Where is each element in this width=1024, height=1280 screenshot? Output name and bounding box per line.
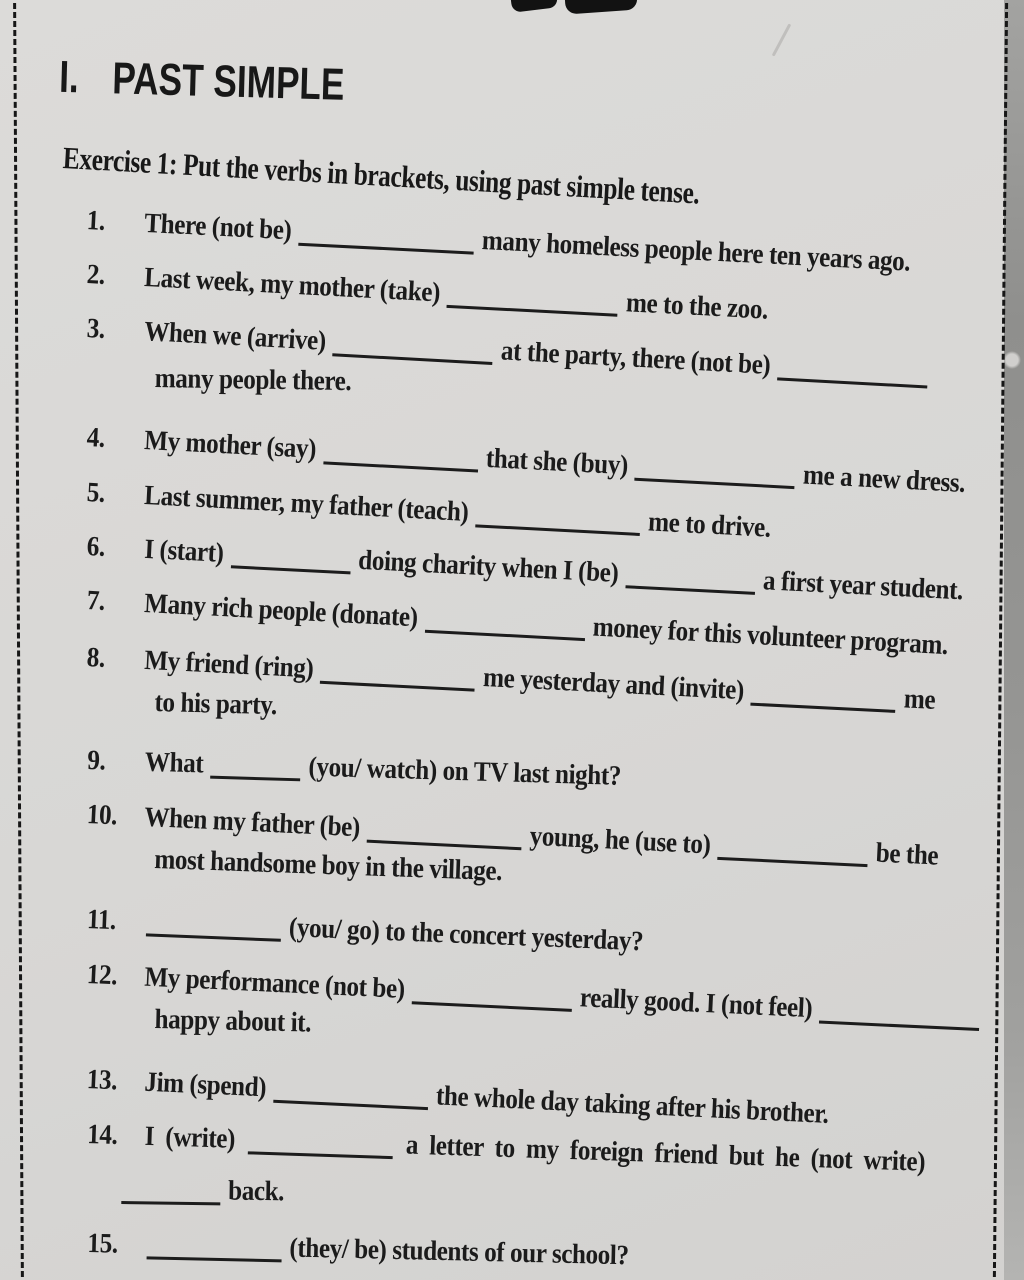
answer-blank <box>819 993 980 1032</box>
item-text: really good. I (not feel) <box>579 982 813 1025</box>
answer-blank <box>625 557 756 595</box>
answer-blank <box>333 325 495 365</box>
item-text: My performance (not be) <box>143 961 406 1005</box>
item-text: Many rich people (donate) <box>143 588 419 634</box>
answer-blank <box>273 1072 429 1110</box>
exercise-item-line <box>154 686 277 723</box>
item-text: to his party. <box>154 686 278 722</box>
item-text: a first year student. <box>762 565 964 607</box>
item-number: 15. <box>87 1227 118 1260</box>
answer-blank <box>248 1123 394 1159</box>
item-text: (they/ be) students of our school? <box>289 1232 629 1272</box>
answer-blank <box>412 973 573 1012</box>
answer-blank <box>777 349 929 388</box>
item-text: me to the zoo. <box>625 287 769 326</box>
item-text: Last summer, my father (teach) <box>143 480 470 528</box>
item-text: There (not be) <box>143 207 293 247</box>
item-text: many homeless people here ten years ago. <box>481 225 912 278</box>
answer-blank <box>320 653 476 692</box>
item-number: 3. <box>85 312 106 345</box>
item-text: me yesterday and (invite) <box>482 662 745 707</box>
item-number: 11. <box>86 903 117 937</box>
item-text: many people there. <box>154 362 352 398</box>
item-text: be the <box>875 837 939 872</box>
item-number: 14. <box>86 1118 118 1151</box>
answer-blank <box>147 1228 283 1262</box>
item-text: (you/ watch) on TV last night? <box>308 751 622 792</box>
item-number: 4. <box>86 421 106 454</box>
answer-blank <box>298 215 475 255</box>
item-text: the whole day taking after his brother. <box>435 1080 830 1130</box>
item-number: 9. <box>86 744 106 777</box>
item-number: 7. <box>86 584 106 617</box>
item-text: happy about it. <box>154 1003 312 1039</box>
item-text: My friend (ring) <box>143 644 315 685</box>
item-text: When my father (be) <box>143 801 361 844</box>
item-number: 1. <box>86 204 106 237</box>
item-text: me a new dress. <box>802 459 966 499</box>
exercise-title: Exercise 1: Put the verbs in brackets, using past simple tense. <box>62 140 701 211</box>
exercise-item-line <box>119 1167 284 1209</box>
item-text: young, he (use to) <box>528 820 712 861</box>
exercise-item-line <box>87 738 622 794</box>
item-text: What <box>144 746 204 780</box>
answer-blank <box>323 433 479 472</box>
item-number: 5. <box>86 476 106 509</box>
answer-blank <box>230 537 351 574</box>
item-text: that she (buy) <box>485 442 629 482</box>
item-text: My mother (say) <box>143 425 317 465</box>
cutoff-print-artifact <box>510 0 558 13</box>
scan-scratch-mark <box>772 23 792 56</box>
item-text: (you/ go) to the concert yesterday? <box>288 912 644 958</box>
exercise-item-line <box>87 1221 629 1273</box>
answer-blank <box>121 1173 220 1205</box>
answer-blank <box>146 905 282 941</box>
item-text: Last week, my mother (take) <box>143 262 441 309</box>
section-heading <box>59 52 346 111</box>
exercise-item-line <box>154 1003 311 1041</box>
item-text: I (write) <box>144 1120 236 1155</box>
item-text: Jim (spend) <box>143 1066 267 1104</box>
answer-blank <box>447 277 619 317</box>
cutoff-print-artifact <box>564 0 638 14</box>
item-number: 10. <box>86 798 118 832</box>
answer-blank <box>475 496 641 536</box>
item-text: me <box>903 683 936 716</box>
exercise-item-line <box>86 897 644 959</box>
item-text: most handsome boy in the village. <box>153 843 503 888</box>
item-number: 12. <box>86 958 118 992</box>
item-text: When we (arrive) <box>143 316 327 357</box>
answer-blank <box>751 675 897 713</box>
answer-blank <box>211 748 302 782</box>
item-text: me to drive. <box>647 506 772 544</box>
item-number: 8. <box>86 641 106 674</box>
item-text: back. <box>227 1175 285 1208</box>
item-text: doing charity when I (be) <box>357 544 620 589</box>
exercise-item-line <box>154 362 351 399</box>
item-text: at the party, there (not be) <box>500 335 772 381</box>
item-text: a letter to my foreign friend but he (not write) <box>405 1129 926 1178</box>
answer-blank <box>424 602 586 641</box>
item-number: 13. <box>86 1063 118 1097</box>
item-number: 2. <box>86 258 106 291</box>
section-number: I. <box>58 52 80 103</box>
answer-blank <box>635 450 797 489</box>
section-title: PAST SIMPLE <box>111 53 346 110</box>
item-text: I (start) <box>143 533 225 569</box>
answer-blank <box>717 829 869 867</box>
exercise-item-line <box>154 843 503 889</box>
right-page-margin <box>1004 0 1024 1280</box>
item-number: 6. <box>86 530 106 563</box>
answer-blank <box>367 812 523 851</box>
item-text: money for this volunteer program. <box>592 611 949 662</box>
